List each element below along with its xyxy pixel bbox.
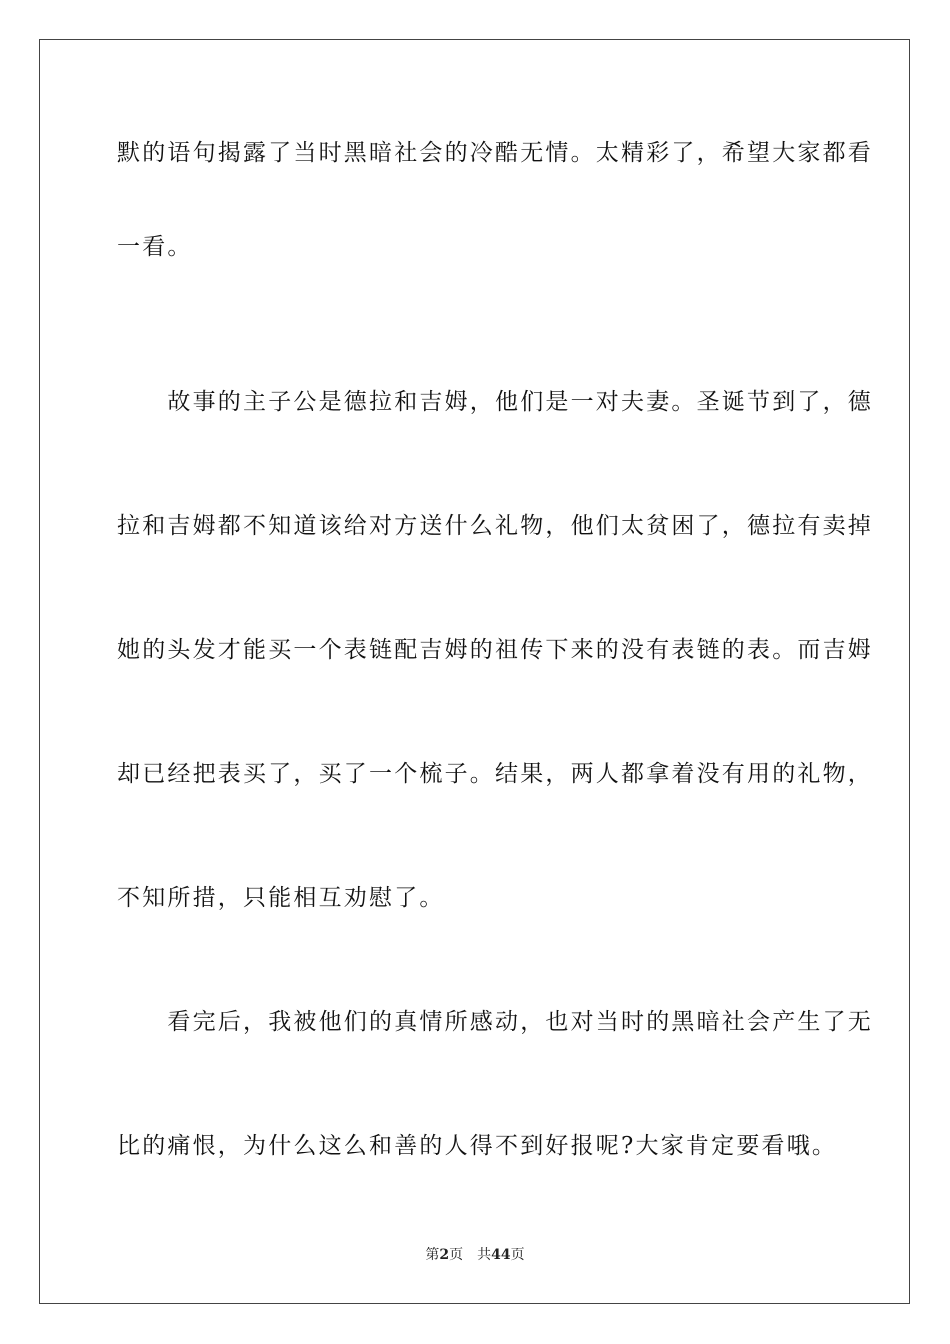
text-line: 看完后，我被他们的真情所感动，也对当时的黑暗社会产生了无: [117, 1009, 873, 1035]
page-prefix: 第: [425, 1247, 440, 1263]
text-line: 拉和吉姆都不知道该给对方送什么礼物，他们太贫困了，德拉有卖掉: [117, 513, 873, 539]
text-line: 比的痛恨，为什么这么和善的人得不到好报呢?大家肯定要看哦。: [117, 1133, 838, 1159]
text-line: 却已经把表买了，买了一个梳子。结果，两人都拿着没有用的礼物，: [117, 761, 873, 787]
text-line: 故事的主子公是德拉和吉姆，他们是一对夫妻。圣诞节到了，德: [117, 389, 873, 415]
text-line: 她的头发才能买一个表链配吉姆的祖传下来的没有表链的表。而吉姆: [117, 637, 873, 663]
page-number: 2: [439, 1247, 450, 1263]
total-prefix: 共: [477, 1247, 492, 1263]
total-pages: 44: [491, 1247, 511, 1263]
text-line: 一看。: [117, 234, 193, 260]
text-line: 默的语句揭露了当时黑暗社会的冷酷无情。太精彩了，希望大家都看: [117, 140, 873, 166]
page-footer: [0, 1245, 950, 1265]
page-border: [39, 39, 910, 1304]
total-suffix: 页: [510, 1247, 525, 1263]
text-line: 不知所措，只能相互劝慰了。: [117, 885, 445, 911]
page-suffix: 页: [449, 1247, 464, 1263]
